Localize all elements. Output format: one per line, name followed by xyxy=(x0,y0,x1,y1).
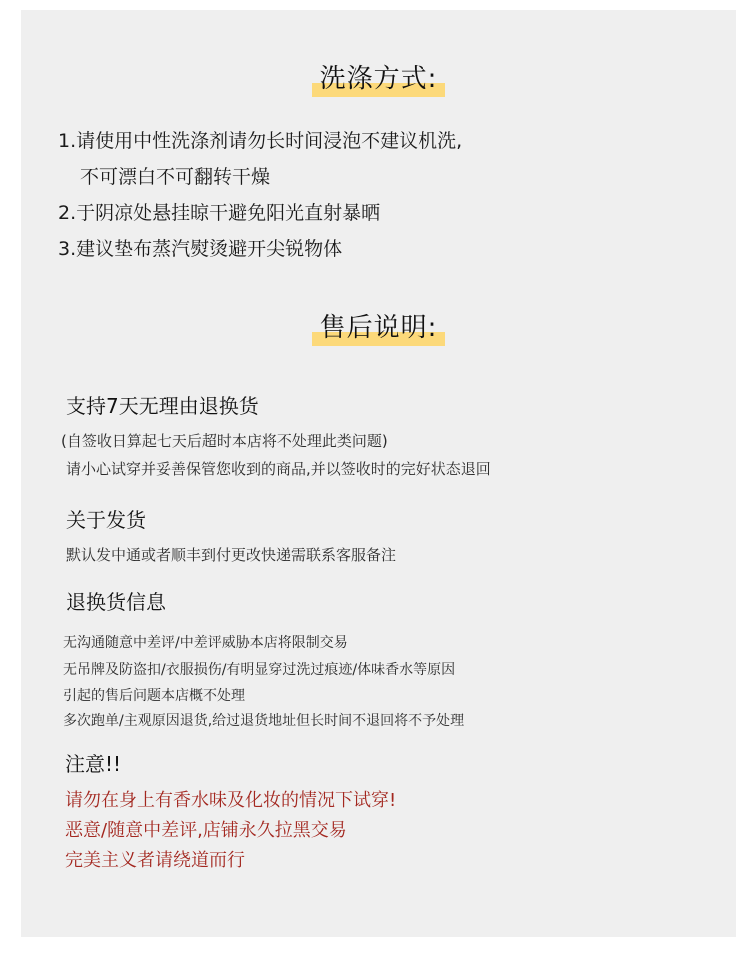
washing-heading-text: 洗涤方式: xyxy=(319,64,438,94)
washing-item: 3.建议垫布蒸汽熨烫避开尖锐物体 xyxy=(58,238,343,260)
after-sales-heading xyxy=(21,307,736,344)
return-policy-title: 支持7天无理由退换货 xyxy=(66,394,259,418)
exchange-info-line: 多次跑单/主观原因退货,给过退货地址但长时间不退回将不予处理 xyxy=(63,713,465,729)
washing-list xyxy=(58,123,462,267)
after-sales-heading-wrap xyxy=(312,307,446,344)
warning-line: 请勿在身上有香水味及化妆的情况下试穿! xyxy=(65,790,397,811)
exchange-info-line: 无吊牌及防盗扣/衣服损伤/有明显穿过洗过痕迹/体味香水等原因 xyxy=(63,662,456,678)
shipping-line: 默认发中通或者顺丰到付更改快递需联系客服备注 xyxy=(66,546,397,564)
after-sales-heading-text: 售后说明: xyxy=(319,313,438,343)
return-policy-line: 请小心试穿并妥善保管您收到的商品,并以签收时的完好状态退回 xyxy=(66,460,491,478)
notice-title: 注意!! xyxy=(65,752,122,776)
washing-heading-wrap xyxy=(312,58,446,95)
warning-line: 完美主义者请绕道而行 xyxy=(65,850,245,871)
washing-item: 1.请使用中性洗涤剂请勿长时间浸泡不建议机洗, xyxy=(58,130,463,152)
exchange-info-title: 退换货信息 xyxy=(66,590,166,614)
exchange-info-line: 无沟通随意中差评/中差评威胁本店将限制交易 xyxy=(63,635,348,651)
warning-line: 恶意/随意中差评,店铺永久拉黑交易 xyxy=(65,820,347,841)
shipping-title: 关于发货 xyxy=(66,508,146,532)
washing-item: 2.于阴凉处悬挂晾干避免阳光直射暴晒 xyxy=(58,202,381,224)
content-panel xyxy=(21,10,736,937)
return-policy-line: (自签收日算起七天后超时本店将不处理此类问题) xyxy=(61,432,388,450)
washing-heading xyxy=(21,58,736,95)
exchange-info-line: 引起的售后问题本店概不处理 xyxy=(63,688,245,704)
washing-item: 不可漂白不可翻转干燥 xyxy=(80,166,271,188)
